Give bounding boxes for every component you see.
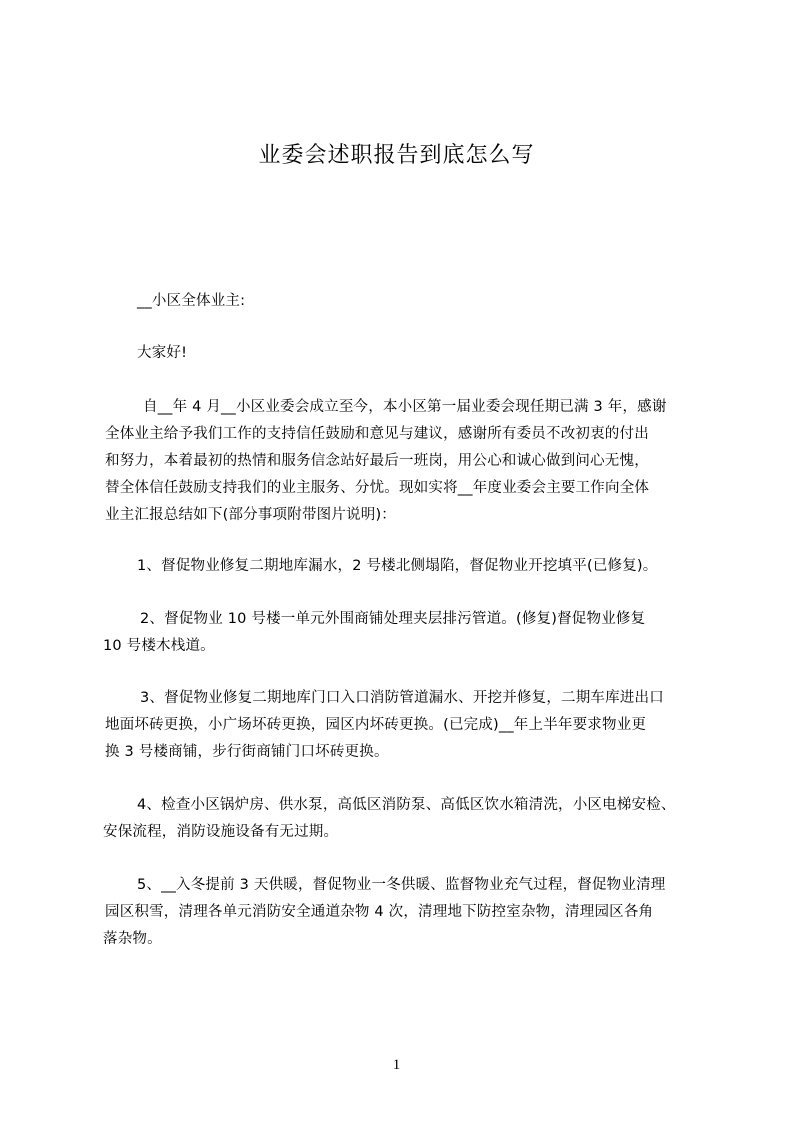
- text-line: 和努力，本着最初的热情和服务信念站好最后一班岗，用公心和诚心做到问心无愧，: [105, 453, 649, 469]
- document-title: 业委会述职报告到底怎么写: [258, 143, 535, 168]
- text-line: 落杂物。: [103, 931, 162, 947]
- salutation: __小区全体业主:: [137, 293, 246, 309]
- text-line: 业主汇报总结如下(部分事项附带图片说明)：: [105, 507, 397, 523]
- text-line: 2、督促物业 10 号楼一单元外围商铺处理夹层排污管道。(修复)督促物业修复: [140, 611, 646, 627]
- text-line: 1、督促物业修复二期地库漏水，2 号楼北侧塌陷，督促物业开挖填平(已修复)。: [137, 558, 658, 574]
- text-line: 5、__入冬提前 3 天供暖，督促物业一冬供暖、监督物业充气过程，督促物业清理: [137, 877, 666, 893]
- text-line: 替全体信任鼓励支持我们的业主服务、分忧。现如实将__年度业委会主要工作向全体: [105, 480, 650, 496]
- text-line: 安保流程，消防设施设备有无过期。: [103, 824, 339, 840]
- text-line: 换 3 号楼商铺，步行街商铺门口坏砖更换。: [105, 744, 389, 760]
- greeting: 大家好!: [137, 345, 188, 361]
- text-line: 地面坏砖更换，小广场坏砖更换，园区内坏砖更换。(已完成)__年上半年要求物业更: [105, 717, 647, 733]
- page-number: 1: [392, 1057, 401, 1073]
- text-line: 全体业主给予我们工作的支持信任鼓励和意见与建议，感谢所有委员不改初衷的付出: [105, 426, 649, 442]
- text-line: 10 号楼木栈道。: [103, 638, 215, 654]
- text-line: 3、督促物业修复二期地库门口入口消防管道漏水、开挖并修复，二期车库进出口: [140, 690, 664, 706]
- text-line: 自__年 4 月__小区业委会成立至今，本小区第一届业委会现任期已满 3 年，感谢: [143, 399, 667, 415]
- text-line: 4、检查小区锅炉房、供水泵，高低区消防泵、高低区饮水箱清洗，小区电梯安检、: [137, 797, 676, 813]
- text-line: 园区积雪，清理各单元消防安全通道杂物 4 次，清理地下防控室杂物，清理园区各角: [105, 904, 654, 920]
